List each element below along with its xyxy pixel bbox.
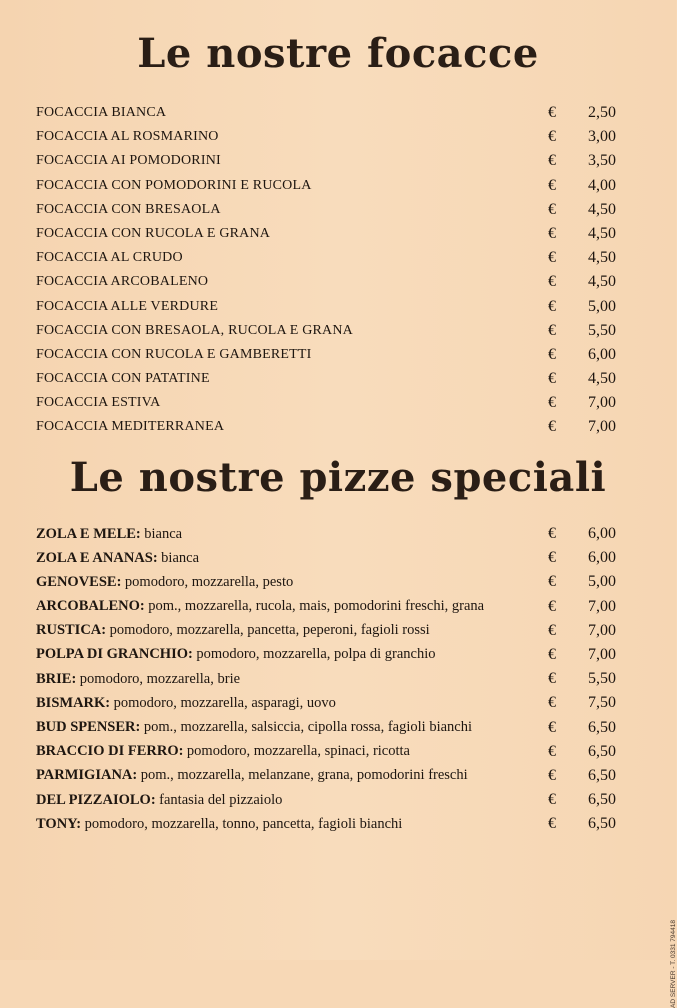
item-price <box>548 319 616 343</box>
item-price <box>548 740 616 764</box>
menu-item-focaccia <box>36 391 616 415</box>
item-price <box>548 270 616 294</box>
currency-symbol: € <box>548 766 556 784</box>
price-amount: 6,00 <box>588 549 616 567</box>
item-price <box>548 788 616 812</box>
pizze-list <box>36 522 616 836</box>
item-text <box>36 522 182 547</box>
price-amount: 7,00 <box>588 418 616 436</box>
menu-item-focaccia <box>36 149 616 173</box>
currency-symbol: € <box>548 200 556 218</box>
menu-item-pizza <box>36 595 616 619</box>
item-price <box>548 764 616 788</box>
item-text <box>36 594 484 619</box>
item-name: FOCACCIA ESTIVA <box>36 395 161 411</box>
menu-item-focaccia <box>36 319 616 343</box>
price-amount: 6,00 <box>588 525 616 542</box>
item-name: BRACCIO DI FERRO: <box>36 743 184 760</box>
currency-symbol: € <box>548 418 556 436</box>
currency-symbol: € <box>548 815 556 833</box>
item-price <box>548 619 616 643</box>
menu-item-pizza <box>36 667 616 691</box>
item-text <box>36 570 293 595</box>
item-price <box>548 198 616 222</box>
item-name: FOCACCIA CON RUCOLA E GRANA <box>36 225 271 241</box>
price-amount: 6,50 <box>588 742 616 760</box>
item-name: BUD SPENSER: <box>36 719 141 735</box>
item-name: PARMIGIANA: <box>36 767 138 784</box>
price-amount: 4,00 <box>588 176 616 194</box>
menu-item-pizza <box>36 643 616 667</box>
price-amount: 4,50 <box>588 273 616 291</box>
currency-symbol: € <box>548 345 556 363</box>
item-text <box>36 763 468 788</box>
item-name: FOCACCIA AL CRUDO <box>36 250 183 266</box>
price-amount: 4,50 <box>588 200 616 218</box>
item-description: pomodoro, mozzarella, polpa di granchio <box>196 646 436 663</box>
item-name: BISMARK: <box>36 694 111 711</box>
menu-item-pizza <box>36 764 616 788</box>
price-amount: 6,50 <box>588 718 616 736</box>
item-price <box>548 246 616 270</box>
item-name: FOCACCIA ALLE VERDURE <box>36 298 219 314</box>
price-amount: 5,00 <box>588 297 616 315</box>
menu-item-pizza <box>36 740 616 764</box>
currency-symbol: € <box>548 297 556 315</box>
item-name: FOCACCIA ARCOBALENO <box>36 274 209 290</box>
currency-symbol: € <box>548 394 556 412</box>
item-name: FOCACCIA AI POMODORINI <box>36 153 221 169</box>
item-price <box>548 174 616 198</box>
item-name: FOCACCIA CON RUCOLA E GAMBERETTI <box>36 346 312 362</box>
currency-symbol: € <box>548 645 556 663</box>
price-amount: 2,50 <box>588 104 616 121</box>
menu-item-focaccia <box>36 415 616 439</box>
price-amount: 4,50 <box>588 224 616 242</box>
item-price <box>548 546 616 570</box>
item-description: pomodoro, mozzarella, brie <box>79 670 241 687</box>
menu-item-pizza <box>36 691 616 715</box>
item-text <box>36 667 240 692</box>
item-price <box>548 643 616 667</box>
menu-item-focaccia <box>36 270 616 294</box>
item-price <box>548 295 616 319</box>
item-name: POLPA DI GRANCHIO: <box>36 646 193 663</box>
item-text <box>36 739 410 764</box>
item-price <box>548 522 616 546</box>
menu-item-focaccia <box>36 246 616 270</box>
item-price <box>548 101 616 125</box>
item-name: ZOLA E MELE: <box>36 525 141 542</box>
menu-item-focaccia <box>36 174 616 198</box>
currency-symbol: € <box>548 273 556 291</box>
item-description: fantasia del pizzaiolo <box>159 791 283 808</box>
item-name: ZOLA E ANANAS: <box>36 549 158 566</box>
item-text <box>36 618 430 643</box>
price-amount: 4,50 <box>588 370 616 388</box>
price-amount: 4,50 <box>588 249 616 267</box>
item-description: pomodoro, mozzarella, tonno, pancetta, fagioli bianchi <box>84 815 403 832</box>
currency-symbol: € <box>548 791 556 809</box>
menu-item-focaccia <box>36 295 616 319</box>
currency-symbol: € <box>548 694 556 712</box>
item-description: pom., mozzarella, rucola, mais, pomodorini freschi, grana <box>148 598 485 615</box>
item-price <box>548 343 616 367</box>
item-price <box>548 391 616 415</box>
price-amount: 6,50 <box>588 815 616 833</box>
currency-symbol: € <box>548 370 556 388</box>
item-name: ARCOBALENO: <box>36 598 145 615</box>
item-name: FOCACCIA CON PATATINE <box>36 371 210 387</box>
item-text <box>36 788 282 813</box>
price-amount: 6,00 <box>588 345 616 363</box>
item-text <box>36 642 436 667</box>
item-description: pomodoro, mozzarella, pancetta, peperoni, fagioli rossi <box>109 622 430 639</box>
currency-symbol: € <box>548 128 556 146</box>
item-price <box>548 222 616 246</box>
item-description: bianca <box>144 525 183 542</box>
item-text <box>36 546 199 571</box>
currency-symbol: € <box>548 621 556 639</box>
price-amount: 7,00 <box>588 394 616 412</box>
item-price <box>548 595 616 619</box>
item-name: GENOVESE: <box>36 573 122 590</box>
item-description: pom., mozzarella, salsiccia, cipolla rossa, fagioli bianchi <box>143 719 472 735</box>
item-name: FOCACCIA CON BRESAOLA <box>36 201 221 217</box>
focacce-list <box>36 101 616 440</box>
currency-symbol: € <box>548 152 556 170</box>
menu-item-pizza <box>36 522 616 546</box>
currency-symbol: € <box>548 597 556 615</box>
item-name: TONY: <box>36 815 82 832</box>
item-name: RUSTICA: <box>36 622 107 639</box>
menu-item-pizza <box>36 619 616 643</box>
menu-item-pizza <box>36 546 616 570</box>
printer-credit: AD SERVER - T. 0331 794418 <box>670 920 677 1008</box>
item-description: pomodoro, mozzarella, spinaci, ricotta <box>186 743 410 760</box>
currency-symbol: € <box>548 104 556 121</box>
item-description: bianca <box>161 549 200 566</box>
currency-symbol: € <box>548 742 556 760</box>
menu-item-focaccia <box>36 367 616 391</box>
price-amount: 5,50 <box>588 321 616 339</box>
menu-item-pizza <box>36 570 616 594</box>
item-description: pomodoro, mozzarella, pesto <box>124 573 294 590</box>
currency-symbol: € <box>548 549 556 567</box>
item-name: FOCACCIA CON POMODORINI E RUCOLA <box>36 177 312 193</box>
item-name: BRIE: <box>36 670 77 687</box>
price-amount: 7,00 <box>588 645 616 663</box>
currency-symbol: € <box>548 176 556 194</box>
currency-symbol: € <box>548 249 556 267</box>
item-name: FOCACCIA AL ROSMARINO <box>36 129 219 145</box>
item-price <box>548 415 616 439</box>
menu-item-focaccia <box>36 101 616 125</box>
currency-symbol: € <box>548 224 556 242</box>
price-amount: 3,50 <box>588 152 616 170</box>
item-description: pomodoro, mozzarella, asparagi, uovo <box>113 694 336 711</box>
item-price <box>548 125 616 149</box>
menu-item-focaccia <box>36 198 616 222</box>
item-price <box>548 667 616 691</box>
currency-symbol: € <box>548 525 556 542</box>
price-amount: 3,00 <box>588 128 616 146</box>
currency-symbol: € <box>548 321 556 339</box>
item-text <box>36 715 472 740</box>
currency-symbol: € <box>548 670 556 688</box>
price-amount: 6,50 <box>588 766 616 784</box>
pizze-section-title: Le nostre pizze speciali <box>69 454 607 501</box>
price-amount: 5,00 <box>588 573 616 591</box>
item-name: FOCACCIA BIANCA <box>36 105 167 120</box>
item-name: DEL PIZZAIOLO: <box>36 791 156 808</box>
price-amount: 7,50 <box>588 694 616 712</box>
menu-item-pizza <box>36 716 616 740</box>
menu-item-pizza <box>36 812 616 836</box>
price-amount: 7,00 <box>588 597 616 615</box>
currency-symbol: € <box>548 718 556 736</box>
menu-item-focaccia <box>36 125 616 149</box>
item-text <box>36 812 402 837</box>
currency-symbol: € <box>548 573 556 591</box>
item-name: FOCACCIA CON BRESAOLA, RUCOLA E GRANA <box>36 322 353 338</box>
price-amount: 6,50 <box>588 791 616 809</box>
price-amount: 5,50 <box>588 670 616 688</box>
item-description: pom., mozzarella, melanzane, grana, pomodorini freschi <box>140 767 468 784</box>
item-price <box>548 367 616 391</box>
item-name: FOCACCIA MEDITERRANEA <box>36 419 225 435</box>
menu-item-pizza <box>36 788 616 812</box>
item-price <box>548 716 616 740</box>
item-price <box>548 570 616 594</box>
focacce-section-title: Le nostre focacce <box>137 30 539 77</box>
item-text <box>36 691 336 716</box>
menu-item-focaccia <box>36 343 616 367</box>
item-price <box>548 149 616 173</box>
item-price <box>548 812 616 836</box>
price-amount: 7,00 <box>588 621 616 639</box>
menu-item-focaccia <box>36 222 616 246</box>
item-price <box>548 691 616 715</box>
